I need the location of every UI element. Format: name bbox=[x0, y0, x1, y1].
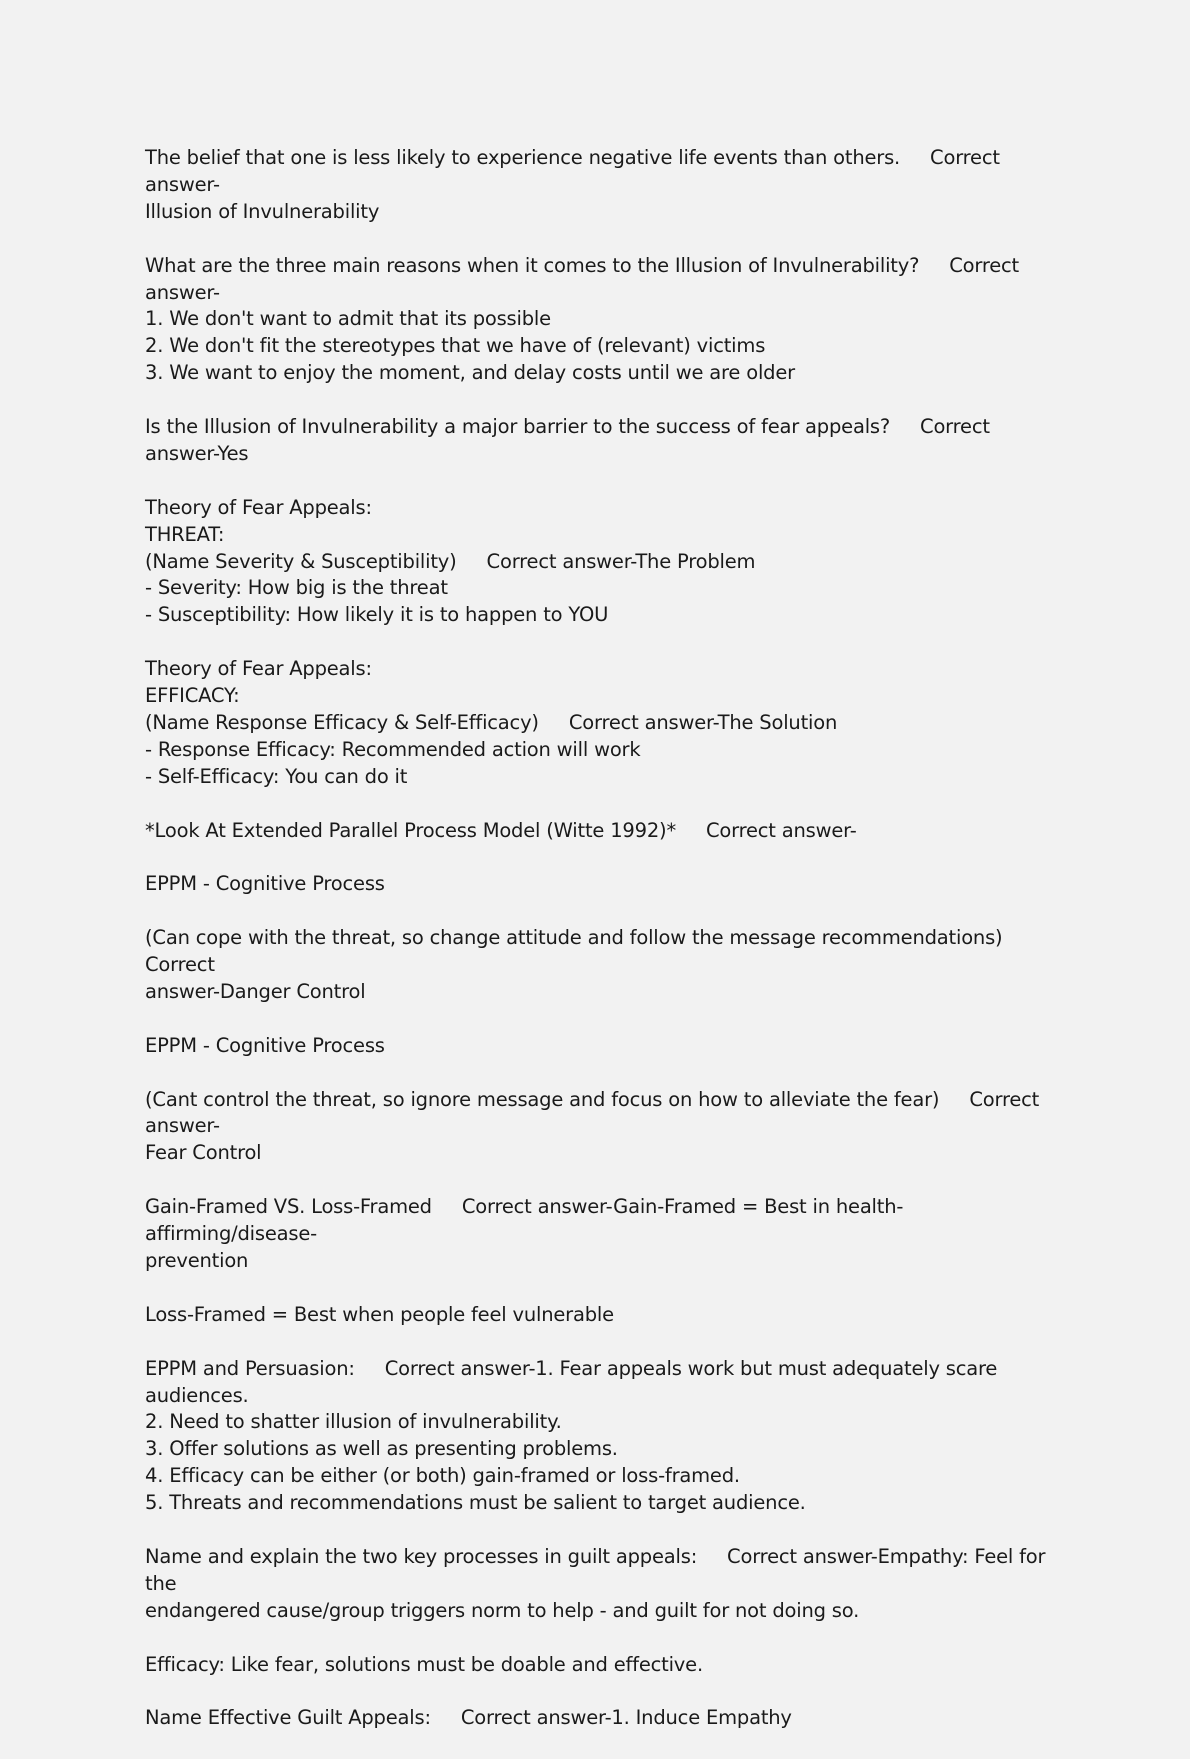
qa-block bbox=[145, 1652, 1065, 1679]
qa-block bbox=[145, 145, 1065, 226]
text-line: 2. Need to shatter illusion of invulnerability. bbox=[145, 1410, 562, 1434]
qa-block bbox=[145, 1033, 1065, 1060]
text-line: - Susceptibility: How likely it is to happen to YOU bbox=[145, 603, 609, 627]
document-page bbox=[145, 145, 1065, 1759]
text-line: Gain-Framed VS. Loss-Framed Correct answer-Gain-Framed = Best in health-affirming/disease- bbox=[145, 1195, 904, 1246]
text-line: - Response Efficacy: Recommended action will work bbox=[145, 737, 641, 761]
qa-block bbox=[145, 925, 1065, 1006]
text-line: 1. We don't want to admit that its possible bbox=[145, 307, 551, 331]
text-line: THREAT: bbox=[145, 522, 225, 546]
text-line: Name and explain the two key processes in guilt appeals: Correct answer-Empathy: Feel for the bbox=[145, 1544, 1052, 1595]
text-line: Efficacy: Like fear, solutions must be doable and effective. bbox=[145, 1652, 703, 1676]
text-line: (Name Severity & Susceptibility) Correct answer-The Problem bbox=[145, 549, 756, 573]
qa-block bbox=[145, 1356, 1065, 1517]
qa-block bbox=[145, 1544, 1065, 1625]
text-line: EPPM - Cognitive Process bbox=[145, 872, 385, 896]
text-line: - Severity: How big is the threat bbox=[145, 576, 448, 600]
qa-block bbox=[145, 414, 1065, 468]
text-line: The belief that one is less likely to experience negative life events than others. Correct answer- bbox=[145, 146, 1006, 196]
qa-block bbox=[145, 818, 1065, 845]
text-line: 3. Offer solutions as well as presenting problems. bbox=[145, 1437, 618, 1461]
text-line: 4. Efficacy can be either (or both) gain-framed or loss-framed. bbox=[145, 1464, 740, 1488]
text-line: 5. Threats and recommendations must be salient to target audience. bbox=[145, 1491, 806, 1515]
qa-block bbox=[145, 253, 1065, 388]
qa-block bbox=[145, 871, 1065, 898]
text-line: prevention bbox=[145, 1249, 249, 1272]
text-line: - Self-Efficacy: You can do it bbox=[145, 764, 408, 788]
text-line: Theory of Fear Appeals: bbox=[145, 657, 372, 681]
text-line: *Look At Extended Parallel Process Model (Witte 1992)* Correct answer- bbox=[145, 818, 857, 842]
text-line: Illusion of Invulnerability bbox=[145, 199, 380, 223]
text-line: Theory of Fear Appeals: bbox=[145, 495, 372, 519]
qa-block bbox=[145, 495, 1065, 630]
qa-block bbox=[145, 1194, 1065, 1275]
qa-block bbox=[145, 656, 1065, 791]
qa-block bbox=[145, 1087, 1065, 1168]
text-line: EFFICACY: bbox=[145, 684, 240, 708]
text-line: (Can cope with the threat, so change attitude and follow the message recommendations) Correct bbox=[145, 926, 1033, 977]
text-line: answer-Danger Control bbox=[145, 979, 366, 1003]
text-line: 3. We want to enjoy the moment, and delay costs until we are older bbox=[145, 361, 795, 385]
text-line: Loss-Framed = Best when people feel vulnerable bbox=[145, 1302, 614, 1326]
text-line: (Cant control the threat, so ignore message and focus on how to alleviate the fear) Correct answer- bbox=[145, 1087, 1046, 1138]
text-line: (Name Response Efficacy & Self-Efficacy) Correct answer-The Solution bbox=[145, 710, 838, 734]
qa-block bbox=[145, 1705, 1065, 1732]
text-line: Is the Illusion of Invulnerability a major barrier to the success of fear appeals? Correct answer-Yes bbox=[145, 415, 996, 465]
text-line: 2. We don't fit the stereotypes that we have of (relevant) victims bbox=[145, 334, 766, 358]
text-line: EPPM and Persuasion: Correct answer-1. Fear appeals work but must adequately scare audiences. bbox=[145, 1356, 1004, 1407]
text-line: EPPM - Cognitive Process bbox=[145, 1033, 385, 1057]
text-line: What are the three main reasons when it comes to the Illusion of Invulnerability? Correct answer- bbox=[145, 253, 1026, 304]
text-line: Fear Control bbox=[145, 1141, 262, 1165]
qa-block bbox=[145, 1302, 1065, 1329]
text-line: endangered cause/group triggers norm to help - and guilt for not doing so. bbox=[145, 1598, 860, 1622]
text-line: Name Effective Guilt Appeals: Correct answer-1. Induce Empathy bbox=[145, 1706, 792, 1730]
